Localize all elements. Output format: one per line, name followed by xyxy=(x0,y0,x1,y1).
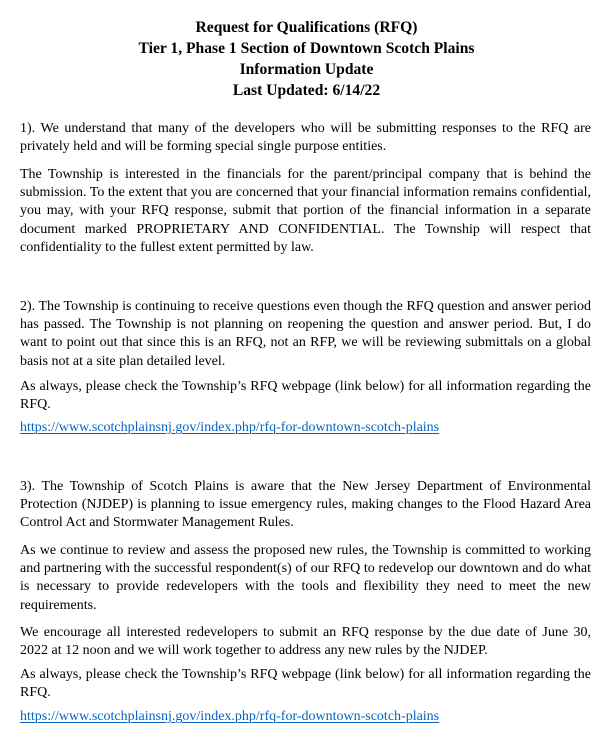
section-2-intro: 2). The Township is continuing to receive questions even though the RFQ question and answer period has passed. The Township is not planning on reopening the question and answer period. But, I do want to point out that since this is an RFQ, not an RFP, we will be reviewing submittals on a global basis not at a site plan detailed level. xyxy=(20,299,591,369)
document-header xyxy=(0,17,613,101)
header-update-label: Information Update xyxy=(239,61,374,78)
section-3-commitment: As we continue to review and assess the proposed new rules, the Township is committed to working and partnering with the successful respondent(s) of our RFQ to redevelop our downtown and do what is necessary to provide redevelopers with the tools and flexibility they need to meet the new requirements. xyxy=(20,543,591,613)
rfq-webpage-link[interactable]: https://www.scotchplainsnj.gov/index.php/rfq-for-downtown-scotch-plains xyxy=(20,420,440,435)
header-subtitle: Tier 1, Phase 1 Section of Downtown Scotch Plains xyxy=(138,40,475,57)
section-3-link-paragraph xyxy=(20,708,591,726)
section-2-reminder: As always, please check the Township’s RFQ webpage (link below) for all information regarding the RFQ. xyxy=(20,379,591,413)
section-2-link-paragraph xyxy=(20,419,591,437)
section-1-intro: 1). We understand that many of the developers who will be submitting responses to the RFQ are privately held and will be forming special single purpose entities. xyxy=(20,121,591,155)
section-3-deadline: We encourage all interested redevelopers to submit an RFQ response by the due date of June 30, 2022 at 12 noon and we will work together to address any new rules by the NJDEP. xyxy=(20,625,591,659)
rfq-webpage-link-2[interactable]: https://www.scotchplainsnj.gov/index.php/rfq-for-downtown-scotch-plains xyxy=(20,709,440,724)
section-1-body: The Township is interested in the financials for the parent/principal company that is behind the submission. To the extent that you are concerned that your financial information remains confidential, you may, with your RFQ response, submit that portion of the financial information in a separate document marked PROPRIETARY AND CONFIDENTIAL. The Township will respect that confidentiality to the fullest extent permitted by law. xyxy=(20,167,591,255)
header-last-updated: Last Updated: 6/14/22 xyxy=(232,82,381,99)
section-3-intro: 3). The Township of Scotch Plains is aware that the New Jersey Department of Environmental Protection (NJDEP) is planning to issue emergency rules, making changes to the Flood Hazard Area Control Act and Stormwater Management Rules. xyxy=(20,479,591,531)
header-title: Request for Qualifications (RFQ) xyxy=(195,19,418,36)
section-3-reminder: As always, please check the Township’s RFQ webpage (link below) for all information regarding the RFQ. xyxy=(20,667,591,701)
